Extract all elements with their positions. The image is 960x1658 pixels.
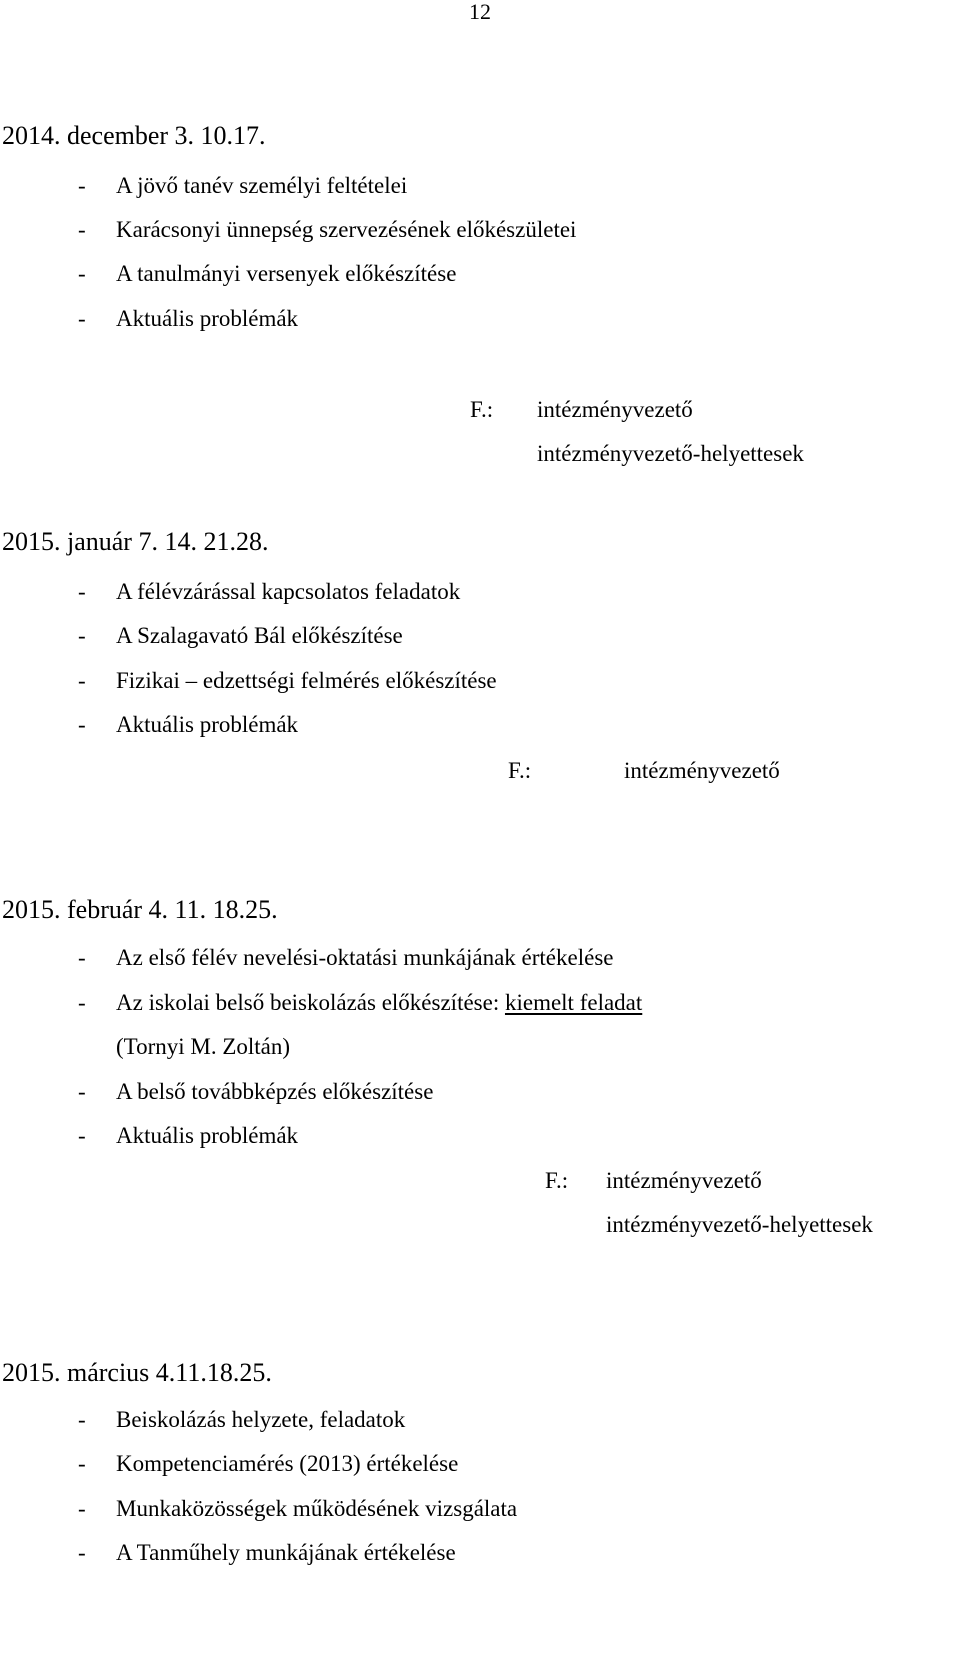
list-item-text: Aktuális problémák	[116, 306, 299, 331]
list-item: - A jövő tanév személyi feltételei	[78, 173, 408, 198]
responsible-person: intézményvezető	[606, 1168, 762, 1193]
responsible-label: F.:	[470, 397, 494, 422]
list-item-text: Beiskolázás helyzete, feladatok	[116, 1407, 406, 1432]
list-item-text: Fizikai – edzettségi felmérés előkészítése	[116, 668, 497, 693]
list-item-text: A jövő tanév személyi feltételei	[116, 173, 408, 198]
list-item-text: A belső továbbképzés előkészítése	[116, 1079, 434, 1104]
list-item-text: Kompetenciamérés (2013) értékelése	[116, 1451, 459, 1476]
list-item-text: A tanulmányi versenyek előkészítése	[116, 261, 457, 286]
list-item: - A Tanműhely munkájának értékelése	[78, 1540, 456, 1565]
page-number: 12	[469, 0, 491, 24]
list-item-text: Aktuális problémák	[116, 712, 299, 737]
responsible-person: intézményvezető-helyettesek	[537, 441, 804, 466]
section-date: 2015. január 7. 14. 21.28.	[2, 527, 269, 556]
list-item-text: Karácsonyi ünnepség szervezésének előkészületei	[116, 217, 577, 242]
list-item: - A tanulmányi versenyek előkészítése	[78, 261, 457, 286]
list-item: - A belső továbbképzés előkészítése	[78, 1079, 434, 1104]
list-item: - Beiskolázás helyzete, feladatok	[78, 1407, 406, 1432]
list-item: - A Szalagavató Bál előkészítése	[78, 623, 403, 648]
list-item: - Aktuális problémák	[78, 712, 299, 737]
list-item: - Munkaközösségek működésének vizsgálata	[78, 1496, 518, 1521]
list-item-text: Az első félév nevelési-oktatási munkájának értékelése	[116, 945, 614, 970]
section-date: 2015. február 4. 11. 18.25.	[2, 895, 278, 924]
list-item-text: Az iskolai belső beiskolázás előkészítése:	[116, 990, 505, 1015]
list-item: - Karácsonyi ünnepség szervezésének előkészületei	[78, 217, 577, 242]
list-item-text: A Szalagavató Bál előkészítése	[116, 623, 403, 648]
responsible-label: F.:	[508, 758, 532, 783]
list-item-text: Munkaközösségek működésének vizsgálata	[116, 1496, 518, 1521]
list-item: - Kompetenciamérés (2013) értékelése	[78, 1451, 459, 1476]
responsible-person: intézményvezető-helyettesek	[606, 1212, 873, 1237]
list-item: - Aktuális problémák	[78, 306, 299, 331]
list-item: - Az első félév nevelési-oktatási munkájának értékelése	[78, 945, 614, 970]
list-item: - Fizikai – edzettségi felmérés előkészítése	[78, 668, 497, 693]
list-item-text: A félévzárással kapcsolatos feladatok	[116, 579, 461, 604]
list-item-continuation: (Tornyi M. Zoltán)	[116, 1034, 291, 1059]
list-item: - Az iskolai belső beiskolázás előkészítése: kiemelt feladat	[78, 990, 643, 1015]
list-item-text: Aktuális problémák	[116, 1123, 299, 1148]
responsible-person: intézményvezető	[624, 758, 780, 783]
section-date: 2014. december 3. 10.17.	[2, 121, 266, 150]
list-item: - Aktuális problémák	[78, 1123, 299, 1148]
list-item: - A félévzárással kapcsolatos feladatok	[78, 579, 461, 604]
section-date: 2015. március 4.11.18.25.	[2, 1358, 272, 1387]
list-item-text: A Tanműhely munkájának értékelése	[116, 1540, 456, 1565]
responsible-label: F.:	[545, 1168, 569, 1193]
responsible-person: intézményvezető	[537, 397, 693, 422]
highlight-text: kiemelt feladat	[504, 990, 643, 1015]
